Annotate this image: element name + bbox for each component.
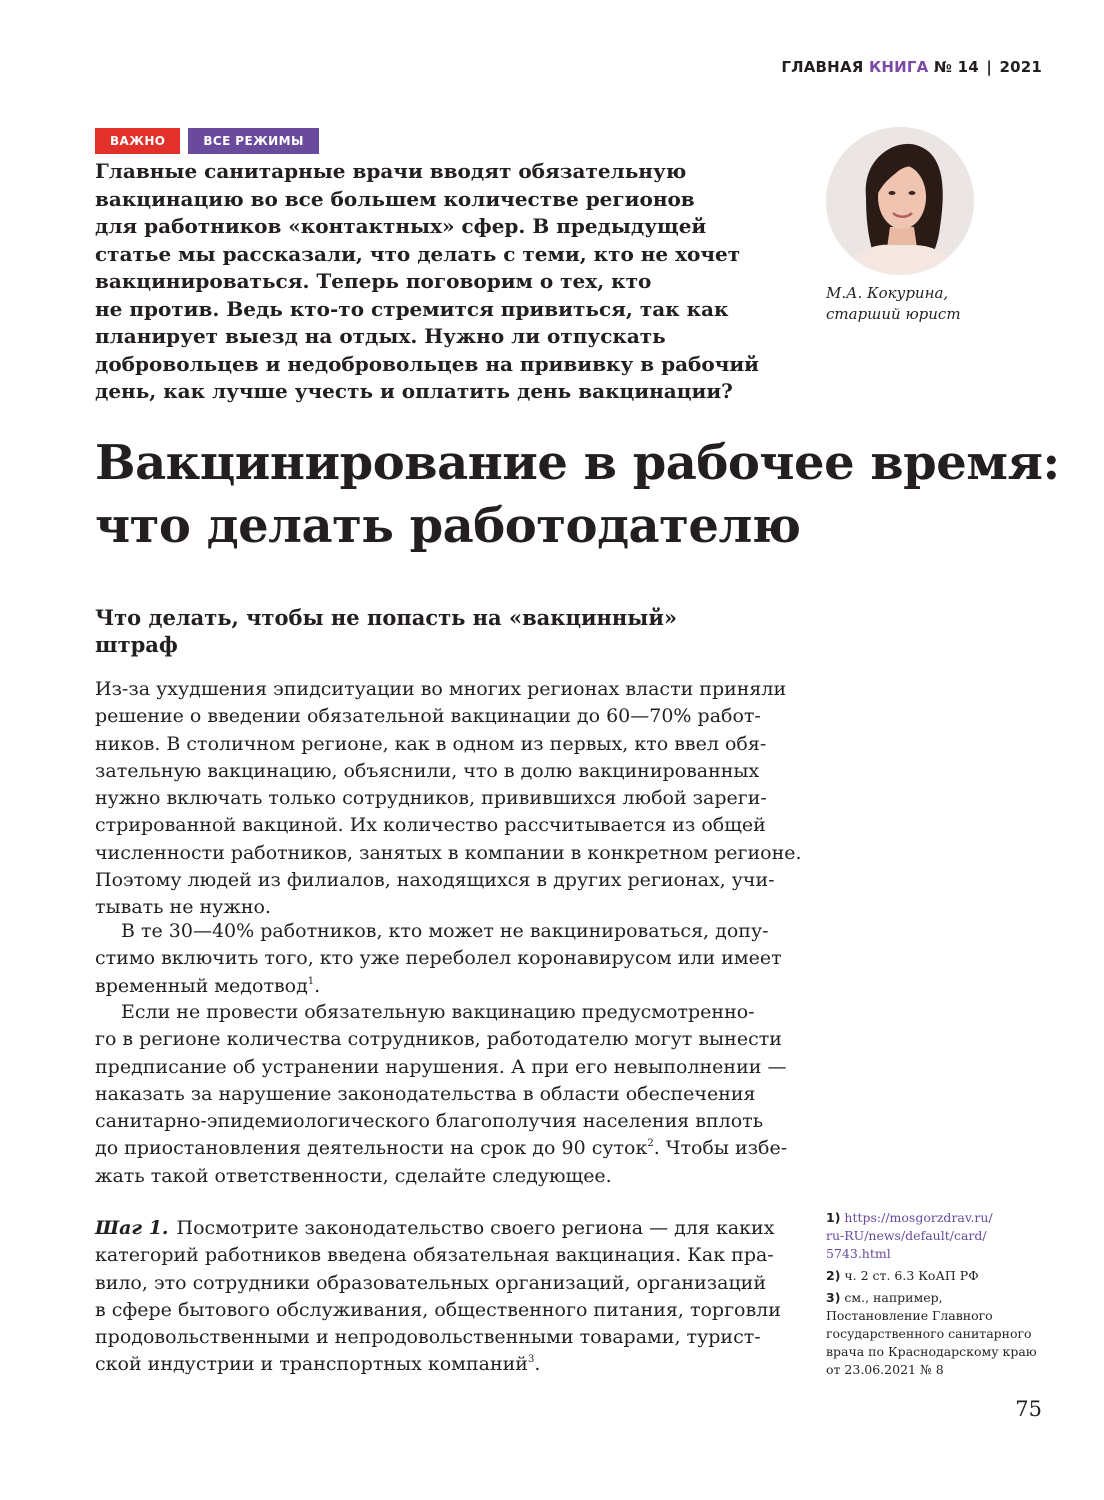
footnote-3 <box>826 1289 1056 1379</box>
text-line: решение о введении обязательной вакцинации до 60—70% работ- <box>95 705 761 728</box>
text-line: стимо включить того, кто уже переболел коронавирусом или имеет <box>95 947 782 970</box>
article-title <box>95 432 1075 558</box>
text-fragment: . <box>314 974 321 997</box>
text-line: ников. В столичном регионе, как в одном из первых, кто ввел обя- <box>95 732 767 755</box>
footnote-ref-3[interactable]: 3 <box>527 1354 535 1366</box>
section-heading <box>95 604 775 658</box>
text-line: продовольственными и непродовольственными товарами, турист- <box>95 1326 761 1349</box>
lead-line: добровольцев и недобровольцев на прививку в рабочий <box>95 351 760 376</box>
body-paragraph-1 <box>95 676 802 922</box>
lead-line: вакцинацию во все большем количестве регионов <box>95 186 695 211</box>
text-line: санитарно-эпидемиологического благополучия населения вплоть <box>95 1110 764 1133</box>
text-line: предписание об устранении нарушения. А при его невыполнении — <box>95 1055 787 1078</box>
footnotes <box>826 1209 1056 1383</box>
text-line: Из-за ухудшения эпидситуации во многих регионах власти приняли <box>95 678 787 700</box>
text-line: жать такой ответственности, сделайте следующее. <box>95 1164 612 1187</box>
author-caption <box>826 283 961 325</box>
author-position: старший юрист <box>826 305 961 323</box>
footnote-line <box>826 1227 1056 1245</box>
text-fragment: ской индустрии и транспортных компаний <box>95 1353 528 1376</box>
category-tags <box>95 128 319 154</box>
brand-name-part2: КНИГА <box>868 58 929 76</box>
footnote-line: государственного санитарного <box>826 1326 1032 1341</box>
footnote-line: от 23.06.2021 № 8 <box>826 1362 944 1377</box>
footnote-text: см., например, <box>844 1290 943 1305</box>
lead-line: вакцинироваться. Теперь поговорим о тех, кто <box>95 269 652 293</box>
text-fragment: . <box>534 1353 541 1376</box>
footnote-line <box>826 1209 1056 1227</box>
body-paragraph-2 <box>95 918 782 1000</box>
author-photo <box>826 127 974 275</box>
text-line: тывать не нужно. <box>95 896 271 919</box>
text-line: численности работников, занятых в компании в конкретном регионе. <box>95 841 802 864</box>
tag-important: ВАЖНО <box>95 128 180 154</box>
text-line: го в регионе количества сотрудников, работодателю могут вынести <box>95 1028 782 1051</box>
section-heading-line: Что делать, чтобы не попасть на «вакцинный» <box>95 605 678 630</box>
footnote-1 <box>826 1209 1056 1263</box>
text-line: нужно включать только сотрудников, привившихся любой зареги- <box>95 787 767 810</box>
issue-year: 2021 <box>999 58 1042 76</box>
lead-line: статье мы рассказали, что делать с теми, кто не хочет <box>95 241 741 266</box>
text-fragment: Посмотрите законодательство своего региона — для каких <box>176 1217 775 1239</box>
text-fragment: временный медотвод <box>95 974 308 997</box>
author-portrait-icon <box>826 127 974 275</box>
footnote-text: ч. 2 ст. 6.3 КоАП РФ <box>844 1268 979 1283</box>
step-label: Шаг 1. <box>95 1217 169 1239</box>
footnote-link[interactable]: 5743.html <box>826 1246 891 1261</box>
title-line: Вакцинирование в рабочее время: <box>95 435 1060 491</box>
footnote-number: 1) <box>826 1210 841 1225</box>
footnote-line <box>826 1267 1056 1285</box>
footnote-line <box>826 1289 1056 1307</box>
text-fragment: . Чтобы избе- <box>653 1137 788 1160</box>
lead-line: Главные санитарные врачи вводят обязательную <box>95 159 687 183</box>
page-number: 75 <box>1015 1397 1042 1421</box>
lead-line: не против. Ведь кто-то стремится привиться, так как <box>95 296 729 321</box>
lead-line: для работников «контактных» сфер. В предыдущей <box>95 214 707 238</box>
text-line: категорий работников введена обязательная вакцинация. Как пра- <box>95 1244 774 1267</box>
footnote-line: врача по Краснодарскому краю <box>826 1344 1037 1359</box>
footnote-link[interactable]: ru-RU/news/default/card/ <box>826 1228 987 1243</box>
title-line: что делать работодателю <box>95 498 801 554</box>
footnote-2 <box>826 1267 1056 1285</box>
text-line <box>95 1351 775 1378</box>
magazine-header <box>781 58 1042 76</box>
section-heading-line: штраф <box>95 632 178 657</box>
footnote-ref-1[interactable]: 1 <box>307 975 315 987</box>
text-line <box>95 1135 788 1162</box>
tag-all-regimes: ВСЕ РЕЖИМЫ <box>188 128 318 154</box>
text-line: стрированной вакциной. Их количество рассчитывается из общей <box>95 814 766 837</box>
text-line: наказать за нарушение законодательства в области обеспечения <box>95 1082 756 1105</box>
text-line: Поэтому людей из филиалов, находящихся в других регионах, учи- <box>95 869 775 892</box>
text-line: вило, это сотрудники образовательных организаций, организаций <box>95 1271 766 1294</box>
footnote-number: 2) <box>826 1268 841 1283</box>
lead-line: планирует выезд на отдых. Нужно ли отпускать <box>95 324 666 348</box>
footnote-ref-2[interactable]: 2 <box>647 1138 654 1150</box>
footnote-line: Постановление Главного <box>826 1308 993 1323</box>
body-paragraph-3 <box>95 999 788 1190</box>
text-line: зательную вакцинацию, объяснили, что в долю вакцинированных <box>95 759 760 782</box>
footnote-number: 3) <box>826 1290 841 1305</box>
author-name: М.А. Кокурина, <box>826 284 949 302</box>
text-line: В те 30—40% работников, кто может не вакцинироваться, допу- <box>121 920 769 942</box>
text-fragment: до приостановления деятельности на срок до 90 суток <box>95 1137 648 1160</box>
footnote-line <box>826 1245 1056 1263</box>
brand-name-part1: ГЛАВНАЯ <box>781 58 864 76</box>
text-line <box>95 1215 775 1242</box>
issue-number: № 14 <box>933 58 979 76</box>
step-1-paragraph <box>95 1215 781 1379</box>
text-line: в сфере бытового обслуживания, общественного питания, торговли <box>95 1298 781 1321</box>
lead-line: день, как лучше учесть и оплатить день вакцинации? <box>95 379 733 403</box>
text-line: Если не провести обязательную вакцинацию предусмотренно- <box>121 1001 755 1023</box>
header-separator: | <box>986 58 992 76</box>
lead-paragraph <box>95 158 785 406</box>
text-line <box>95 973 775 1000</box>
footnote-link[interactable]: https://mosgorzdrav.ru/ <box>844 1210 993 1225</box>
